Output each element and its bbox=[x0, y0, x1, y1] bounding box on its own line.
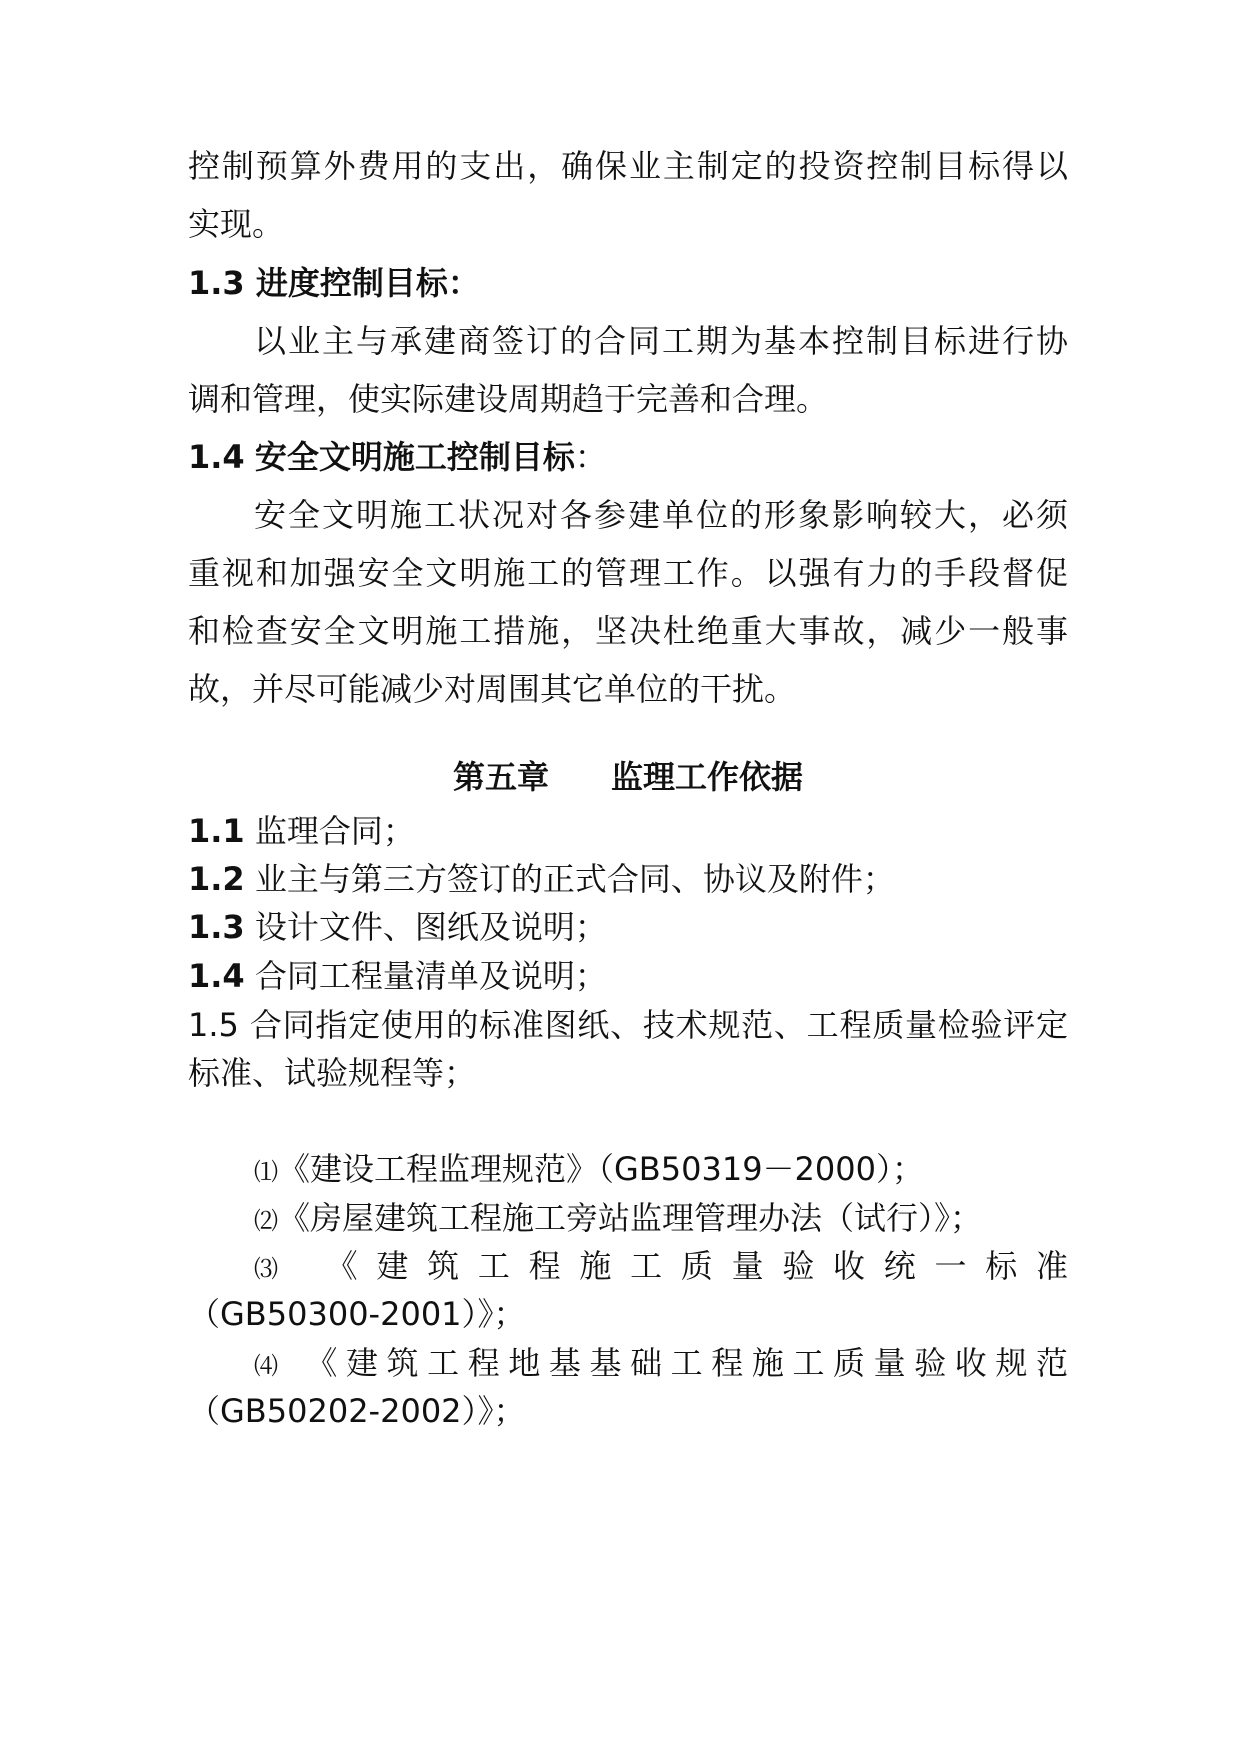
standard-item bbox=[254, 1198, 1068, 1241]
standard-item-line-2: （GB50300-2001）》； bbox=[188, 1295, 526, 1333]
basis-item-number: 1.3 bbox=[188, 908, 245, 946]
schedule-paragraph-line-2: 调和管理，使实际建设周期趋于完善和合理。 bbox=[188, 380, 829, 418]
schedule-paragraph-line-1: 以业主与承建商签订的合同工期为基本控制目标进行协 bbox=[254, 322, 1068, 360]
section-number: 1.4 bbox=[188, 438, 245, 476]
standard-marker: ⑷ bbox=[254, 1352, 287, 1380]
chapter-heading bbox=[188, 757, 1068, 797]
basis-item-number: 1.1 bbox=[188, 812, 245, 850]
basis-item bbox=[188, 907, 1068, 947]
section-title: 安全文明施工控制目标 bbox=[254, 438, 575, 476]
standard-marker: ⑵ bbox=[254, 1207, 278, 1235]
basis-item-text: 监理合同； bbox=[244, 812, 415, 850]
standard-item-line-1 bbox=[254, 1343, 1068, 1386]
standard-text: 《房屋建筑工程施工旁站监理管理办法（试行）》； bbox=[278, 1199, 983, 1237]
safety-paragraph-line-1: 安全文明施工状况对各参建单位的形象影响较大，必须 bbox=[254, 496, 1068, 534]
basis-item-text: 合同工程量清单及说明； bbox=[244, 957, 607, 995]
section-title: 进度控制目标： bbox=[255, 264, 480, 302]
standard-text: 《建设工程监理规范》（GB50319－2000）； bbox=[278, 1150, 924, 1188]
standard-marker: ⑶ bbox=[254, 1255, 297, 1283]
standard-text: 《建筑工程施工质量验收统一标准 bbox=[325, 1247, 1069, 1285]
cost-paragraph-line-1: 控制预算外费用的支出，确保业主制定的投资控制目标得以 bbox=[188, 147, 1068, 185]
safety-paragraph-line-3: 和检查安全文明施工措施，坚决杜绝重大事故，减少一般事 bbox=[188, 612, 1068, 650]
section-number: 1.3 bbox=[188, 264, 245, 302]
basis-item bbox=[188, 956, 1068, 996]
chapter-number: 第五章 bbox=[452, 758, 549, 796]
basis-item-number: 1.4 bbox=[188, 957, 245, 995]
basis-item-5-line-1: 1.5 合同指定使用的标准图纸、技术规范、工程质量检验评定 bbox=[188, 1006, 1068, 1044]
basis-item bbox=[188, 811, 1068, 851]
basis-item-text: 业主与第三方签订的正式合同、协议及附件； bbox=[244, 860, 895, 898]
standard-marker: ⑴ bbox=[254, 1158, 278, 1186]
basis-item-text: 设计文件、图纸及说明； bbox=[244, 908, 607, 946]
section-1-4-heading bbox=[188, 437, 1068, 477]
section-colon: ： bbox=[574, 438, 607, 476]
cost-paragraph-line-2: 实现。 bbox=[188, 205, 285, 243]
standard-item-line-2: （GB50202-2002）》； bbox=[188, 1392, 526, 1430]
standard-item-line-1 bbox=[254, 1246, 1068, 1289]
basis-item bbox=[188, 859, 1068, 899]
chapter-title: 监理工作依据 bbox=[611, 758, 804, 796]
section-1-3-heading bbox=[188, 263, 1068, 303]
basis-item-5-line-2: 标准、试验规程等； bbox=[188, 1054, 477, 1092]
standard-item bbox=[254, 1149, 1068, 1192]
safety-paragraph-line-2: 重视和加强安全文明施工的管理工作。以强有力的手段督促 bbox=[188, 554, 1068, 592]
standard-text: 《建筑工程地基基础工程施工质量验收规范 bbox=[305, 1344, 1068, 1382]
basis-item-number: 1.2 bbox=[188, 860, 245, 898]
safety-paragraph-line-4: 故，并尽可能减少对周围其它单位的干扰。 bbox=[188, 670, 797, 708]
